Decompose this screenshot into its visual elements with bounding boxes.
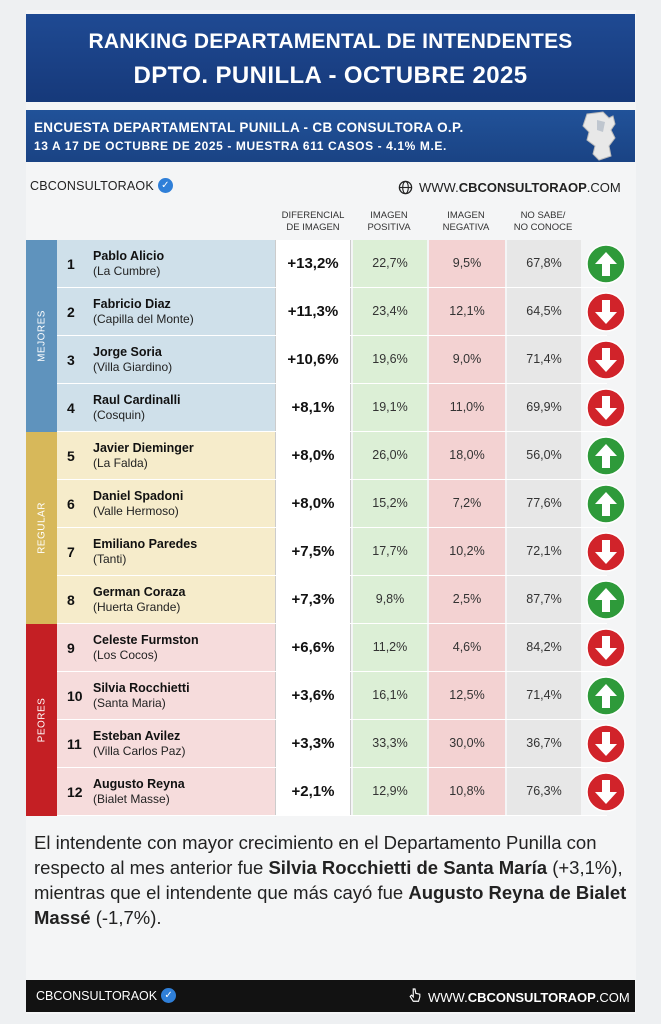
row-rank: 7 (67, 544, 75, 560)
table-row (57, 288, 607, 336)
row-imagen-negativa: 2,5% (429, 576, 505, 623)
row-rank: 9 (67, 640, 75, 656)
table-row (57, 432, 607, 480)
row-rank: 8 (67, 592, 75, 608)
row-diferencial: +7,3% (275, 576, 351, 623)
col-ns-line2: NO CONOCE (513, 222, 573, 233)
footer-site-prefix: WWW. (428, 990, 468, 1005)
survey-title: ENCUESTA DEPARTAMENTAL PUNILLA - CB CONSULTORA O.P. (34, 120, 464, 135)
group-peores (26, 624, 57, 816)
table-row (57, 528, 607, 576)
row-no-sabe: 71,4% (507, 336, 581, 383)
table-row (57, 480, 607, 528)
row-rank: 4 (67, 400, 75, 416)
row-imagen-negativa: 12,1% (429, 288, 505, 335)
row-imagen-positiva: 16,1% (353, 672, 427, 719)
table-row (57, 624, 607, 672)
row-imagen-negativa: 9,0% (429, 336, 505, 383)
footer-website[interactable] (408, 988, 630, 1007)
row-imagen-positiva: 12,9% (353, 768, 427, 815)
row-imagen-positiva: 23,4% (353, 288, 427, 335)
group-regular (26, 432, 57, 624)
summary-text-3: (-1,7%). (90, 907, 162, 928)
row-no-sabe: 76,3% (507, 768, 581, 815)
row-no-sabe: 36,7% (507, 720, 581, 767)
row-no-sabe: 67,8% (507, 240, 581, 287)
row-name: German Coraza (93, 585, 186, 599)
row-no-sabe: 77,6% (507, 480, 581, 527)
globe-icon (398, 180, 413, 195)
table-row (57, 240, 607, 288)
row-no-sabe: 71,4% (507, 672, 581, 719)
title-line-1: RANKING DEPARTAMENTAL DE INTENDENTES (88, 30, 573, 53)
table-row (57, 384, 607, 432)
row-name: Raul Cardinalli (93, 393, 181, 407)
row-diferencial: +10,6% (275, 336, 351, 383)
footer-bar (26, 980, 635, 1012)
row-name: Jorge Soria (93, 345, 162, 359)
row-name: Fabricio Diaz (93, 297, 171, 311)
row-location: (La Falda) (93, 456, 148, 470)
row-diferencial: +2,1% (275, 768, 351, 815)
summary-text-2: (+3,1%), mientras que el intendente que más cayó fue (34, 857, 623, 903)
row-imagen-negativa: 12,5% (429, 672, 505, 719)
col-header-positiva (354, 210, 424, 234)
summary-paragraph (34, 830, 630, 930)
footer-site-bold: CBCONSULTORAOP (467, 990, 596, 1005)
row-imagen-positiva: 17,7% (353, 528, 427, 575)
row-diferencial: +11,3% (275, 288, 351, 335)
summary-text-1: El intendente con mayor crecimiento en el Departamento Punilla con respecto al mes anterior fue (34, 832, 597, 878)
row-name: Daniel Spadoni (93, 489, 184, 503)
row-location: (Santa Maria) (93, 696, 166, 710)
row-rank: 3 (67, 352, 75, 368)
row-imagen-positiva: 11,2% (353, 624, 427, 671)
row-diferencial: +8,0% (275, 480, 351, 527)
row-rank: 2 (67, 304, 75, 320)
footer-brand (36, 988, 176, 1003)
title-banner (26, 14, 635, 102)
table-row (57, 336, 607, 384)
row-location: (Los Cocos) (93, 648, 158, 662)
row-imagen-negativa: 18,0% (429, 432, 505, 479)
trend-up-arrow-icon (586, 244, 626, 284)
footer-site-suffix: .COM (595, 990, 630, 1005)
row-imagen-negativa: 11,0% (429, 384, 505, 431)
survey-banner (26, 110, 635, 162)
col-pos-line2: POSITIVA (367, 222, 411, 233)
row-location: (Huerta Grande) (93, 600, 181, 614)
row-name: Silvia Rocchietti (93, 681, 190, 695)
trend-up-arrow-icon (586, 436, 626, 476)
site-prefix: WWW. (419, 180, 459, 195)
row-name: Celeste Furmston (93, 633, 199, 647)
col-dif-line2: DE IMAGEN (286, 222, 340, 233)
group-label-regular: REGULAR (36, 502, 47, 554)
summary-bold-1: Silvia Rocchietti de Santa María (268, 857, 548, 878)
row-name: Emiliano Paredes (93, 537, 198, 551)
row-diferencial: +13,2% (275, 240, 351, 287)
row-diferencial: +8,0% (275, 432, 351, 479)
row-imagen-positiva: 33,3% (353, 720, 427, 767)
trend-up-arrow-icon (586, 580, 626, 620)
row-imagen-positiva: 19,1% (353, 384, 427, 431)
ranking-table (26, 240, 634, 816)
row-imagen-positiva: 15,2% (353, 480, 427, 527)
trend-down-arrow-icon (586, 724, 626, 764)
brand-handle (30, 178, 173, 193)
trend-down-arrow-icon (586, 628, 626, 668)
row-imagen-negativa: 10,8% (429, 768, 505, 815)
row-rank: 5 (67, 448, 75, 464)
pointer-hand-icon (408, 988, 422, 1007)
col-header-negativa (430, 210, 502, 234)
row-location: (Capilla del Monte) (93, 312, 194, 326)
row-no-sabe: 72,1% (507, 528, 581, 575)
col-neg-line1: IMAGEN (447, 210, 485, 221)
row-location: (La Cumbre) (93, 264, 161, 278)
title-line-2: DPTO. PUNILLA - OCTUBRE 2025 (133, 62, 528, 89)
group-label-peores: PEORES (36, 697, 47, 743)
row-location: (Valle Hermoso) (93, 504, 179, 518)
site-suffix: .COM (586, 180, 621, 195)
row-imagen-positiva: 9,8% (353, 576, 427, 623)
footer-handle: CBCONSULTORAOK (36, 988, 158, 1003)
brand-handle-text: CBCONSULTORAOK (30, 178, 154, 193)
trend-up-arrow-icon (586, 484, 626, 524)
col-pos-line1: IMAGEN (370, 210, 408, 221)
row-no-sabe: 69,9% (507, 384, 581, 431)
row-no-sabe: 56,0% (507, 432, 581, 479)
group-label-mejores: MEJORES (36, 310, 47, 362)
row-imagen-negativa: 10,2% (429, 528, 505, 575)
row-diferencial: +8,1% (275, 384, 351, 431)
province-map-icon (569, 110, 631, 162)
col-neg-line2: NEGATIVA (442, 222, 490, 233)
row-no-sabe: 87,7% (507, 576, 581, 623)
row-location: (Tanti) (93, 552, 127, 566)
row-location: (Cosquin) (93, 408, 146, 422)
row-location: (Bialet Masse) (93, 792, 170, 806)
row-name: Javier Dieminger (93, 441, 194, 455)
trend-down-arrow-icon (586, 292, 626, 332)
trend-down-arrow-icon (586, 532, 626, 572)
site-bold: CBCONSULTORAOP (458, 180, 587, 195)
row-name: Esteban Avilez (93, 729, 181, 743)
row-location: (Villa Carlos Paz) (93, 744, 186, 758)
table-row (57, 720, 607, 768)
row-imagen-negativa: 4,6% (429, 624, 505, 671)
row-imagen-negativa: 9,5% (429, 240, 505, 287)
row-imagen-negativa: 30,0% (429, 720, 505, 767)
row-name: Pablo Alicio (93, 249, 165, 263)
table-row (57, 576, 607, 624)
row-location: (Villa Giardino) (93, 360, 173, 374)
table-row (57, 768, 607, 816)
row-diferencial: +3,6% (275, 672, 351, 719)
row-imagen-negativa: 7,2% (429, 480, 505, 527)
row-no-sabe: 64,5% (507, 288, 581, 335)
row-no-sabe: 84,2% (507, 624, 581, 671)
survey-details: 13 A 17 DE OCTUBRE DE 2025 - MUESTRA 611 CASOS - 4.1% M.E. (34, 139, 447, 153)
trend-down-arrow-icon (586, 772, 626, 812)
col-header-nosabe (506, 210, 580, 234)
row-diferencial: +6,6% (275, 624, 351, 671)
col-ns-line1: NO SABE/ (520, 210, 566, 221)
row-rank: 10 (67, 688, 83, 704)
row-rank: 6 (67, 496, 75, 512)
row-imagen-positiva: 22,7% (353, 240, 427, 287)
row-rank: 1 (67, 256, 75, 272)
row-imagen-positiva: 19,6% (353, 336, 427, 383)
footer-verified-icon: ✓ (161, 988, 176, 1003)
trend-down-arrow-icon (586, 340, 626, 380)
row-rank: 12 (67, 784, 83, 800)
trend-down-arrow-icon (586, 388, 626, 428)
row-imagen-positiva: 26,0% (353, 432, 427, 479)
row-diferencial: +7,5% (275, 528, 351, 575)
table-row (57, 672, 607, 720)
summary-bold-2: Augusto Reyna de Bialet Massé (34, 882, 627, 928)
row-rank: 11 (67, 736, 82, 752)
verified-badge-icon: ✓ (158, 178, 173, 193)
col-header-diferencial (278, 210, 348, 234)
row-diferencial: +3,3% (275, 720, 351, 767)
trend-up-arrow-icon (586, 676, 626, 716)
col-dif-line1: DIFERENCIAL (281, 210, 345, 221)
row-name: Augusto Reyna (93, 777, 185, 791)
group-mejores (26, 240, 57, 432)
website-top[interactable] (398, 180, 621, 195)
